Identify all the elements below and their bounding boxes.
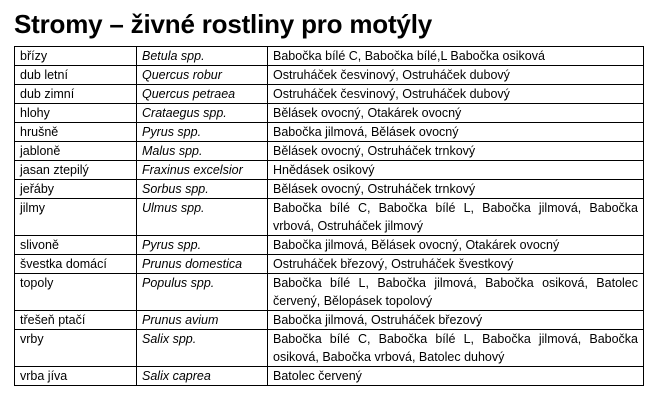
latin-name-cell: Prunus domestica bbox=[137, 255, 268, 274]
table-row bbox=[15, 311, 644, 330]
butterflies-cell: Ostruháček česvinový, Ostruháček dubový bbox=[268, 85, 644, 104]
latin-name-cell: Quercus petraea bbox=[137, 85, 268, 104]
butterflies-cell: Ostruháček česvinový, Ostruháček dubový bbox=[268, 66, 644, 85]
table-row bbox=[15, 104, 644, 123]
table-row bbox=[15, 236, 644, 255]
table-row bbox=[15, 47, 644, 66]
butterflies-cell: Batolec červený bbox=[268, 367, 644, 386]
butterflies-cell: Bělásek ovocný, Otakárek ovocný bbox=[268, 104, 644, 123]
tree-name-cell: hrušně bbox=[15, 123, 137, 142]
table-row bbox=[15, 123, 644, 142]
butterflies-cell: Babočka jilmová, Bělásek ovocný bbox=[268, 123, 644, 142]
butterflies-cell: Babočka bílé L, Babočka jilmová, Babočka osiková, Batolec červený, Bělopásek topolový bbox=[268, 274, 644, 311]
table-row bbox=[15, 66, 644, 85]
table-row bbox=[15, 142, 644, 161]
latin-name-cell: Crataegus spp. bbox=[137, 104, 268, 123]
tree-name-cell: vrby bbox=[15, 330, 137, 367]
latin-name-cell: Betula spp. bbox=[137, 47, 268, 66]
latin-name-cell: Salix spp. bbox=[137, 330, 268, 367]
latin-name-cell: Quercus robur bbox=[137, 66, 268, 85]
latin-name-cell: Salix caprea bbox=[137, 367, 268, 386]
tree-name-cell: vrba jíva bbox=[15, 367, 137, 386]
tree-name-cell: jeřáby bbox=[15, 180, 137, 199]
latin-name-cell: Prunus avium bbox=[137, 311, 268, 330]
page-title: Stromy – živné rostliny pro motýly bbox=[14, 9, 432, 39]
butterflies-cell: Bělásek ovocný, Ostruháček trnkový bbox=[268, 180, 644, 199]
butterflies-cell: Babočka bílé C, Babočka bílé L, Babočka jilmová, Babočka vrbová, Ostruháček jilmový bbox=[268, 199, 644, 236]
tree-name-cell: švestka domácí bbox=[15, 255, 137, 274]
table-row bbox=[15, 161, 644, 180]
host-plants-table bbox=[14, 46, 644, 386]
tree-name-cell: topoly bbox=[15, 274, 137, 311]
latin-name-cell: Ulmus spp. bbox=[137, 199, 268, 236]
latin-name-cell: Pyrus spp. bbox=[137, 236, 268, 255]
tree-name-cell: hlohy bbox=[15, 104, 137, 123]
latin-name-cell: Fraxinus excelsior bbox=[137, 161, 268, 180]
table-row bbox=[15, 199, 644, 236]
butterflies-cell: Bělásek ovocný, Ostruháček trnkový bbox=[268, 142, 644, 161]
table-row bbox=[15, 255, 644, 274]
tree-name-cell: slivoně bbox=[15, 236, 137, 255]
tree-name-cell: dub letní bbox=[15, 66, 137, 85]
butterflies-cell: Babočka bílé C, Babočka bílé L, Babočka jilmová, Babočka osiková, Babočka vrbová, Batolec duhový bbox=[268, 330, 644, 367]
table-row bbox=[15, 180, 644, 199]
table-row bbox=[15, 330, 644, 367]
tree-name-cell: jabloně bbox=[15, 142, 137, 161]
butterflies-cell: Hnědásek osikový bbox=[268, 161, 644, 180]
butterflies-cell: Ostruháček březový, Ostruháček švestkový bbox=[268, 255, 644, 274]
tree-name-cell: třešeň ptačí bbox=[15, 311, 137, 330]
tree-name-cell: břízy bbox=[15, 47, 137, 66]
butterflies-cell: Babočka bílé C, Babočka bílé,L Babočka osiková bbox=[268, 47, 644, 66]
tree-name-cell: dub zimní bbox=[15, 85, 137, 104]
latin-name-cell: Sorbus spp. bbox=[137, 180, 268, 199]
latin-name-cell: Pyrus spp. bbox=[137, 123, 268, 142]
tree-name-cell: jasan ztepilý bbox=[15, 161, 137, 180]
table-row bbox=[15, 85, 644, 104]
butterflies-cell: Babočka jilmová, Ostruháček březový bbox=[268, 311, 644, 330]
latin-name-cell: Malus spp. bbox=[137, 142, 268, 161]
tree-name-cell: jilmy bbox=[15, 199, 137, 236]
table-row bbox=[15, 274, 644, 311]
butterflies-cell: Babočka jilmová, Bělásek ovocný, Otakárek ovocný bbox=[268, 236, 644, 255]
table-row bbox=[15, 367, 644, 386]
latin-name-cell: Populus spp. bbox=[137, 274, 268, 311]
